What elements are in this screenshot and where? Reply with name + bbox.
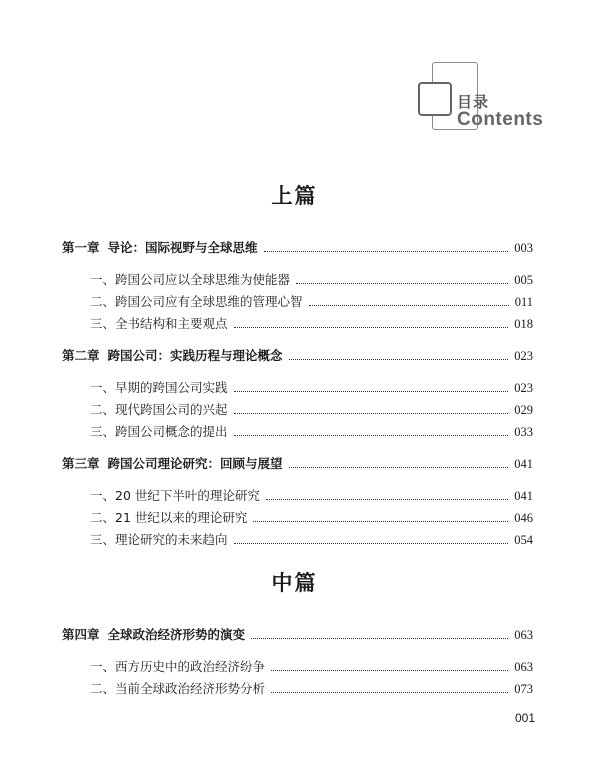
section-title: 二、21 世纪以来的理论研究 [90, 510, 248, 525]
contents-logo [415, 60, 545, 140]
toc-chapter-4[interactable] [62, 625, 533, 643]
toc-section[interactable] [90, 270, 533, 288]
page-number: 023 [514, 349, 533, 363]
chapter-title: 导论：国际视野与全球思维 [107, 240, 258, 255]
page-number: 003 [514, 241, 533, 255]
toc-section[interactable] [90, 530, 533, 548]
toc-section[interactable] [90, 378, 533, 396]
toc-section[interactable] [90, 422, 533, 440]
logo-title-cn: 目录 [457, 93, 490, 111]
chapter-number: 第三章 [62, 456, 100, 471]
toc-chapter-1[interactable] [62, 238, 533, 256]
page-number: 018 [514, 317, 533, 331]
logo-title-en: Contents [457, 109, 544, 130]
leader-dots [309, 305, 509, 306]
leader-dots [289, 467, 509, 468]
leader-dots [289, 359, 509, 360]
toc-section[interactable] [90, 486, 533, 504]
toc-section[interactable] [90, 657, 533, 675]
leader-dots [266, 499, 508, 500]
leader-dots [253, 521, 508, 522]
part-title: 上篇 [271, 183, 318, 208]
toc-chapter-2[interactable] [62, 346, 533, 364]
page-number: 041 [514, 489, 533, 503]
chapter-number: 第四章 [62, 627, 100, 642]
page-number: 033 [514, 425, 533, 439]
page-number: 046 [514, 511, 533, 525]
page-number: 063 [514, 628, 533, 642]
page-number: 005 [514, 273, 533, 287]
leader-dots [271, 692, 508, 693]
chapter-title: 跨国公司：实践历程与理论概念 [107, 348, 283, 363]
section-title: 三、理论研究的未来趋向 [90, 532, 228, 547]
leader-dots [234, 435, 509, 436]
logo-frame-inner [418, 82, 452, 116]
page-folio: 001 [514, 711, 535, 725]
toc-section[interactable] [90, 292, 533, 310]
page-number: 029 [514, 403, 533, 417]
leader-dots [234, 413, 509, 414]
toc-section[interactable] [90, 679, 533, 697]
toc-section[interactable] [90, 508, 533, 526]
toc-section[interactable] [90, 400, 533, 418]
leader-dots [296, 283, 508, 284]
chapter-title: 全球政治经济形势的演变 [107, 627, 246, 642]
page-number: 073 [514, 682, 533, 696]
leader-dots [234, 543, 509, 544]
part-title: 中篇 [271, 570, 318, 595]
section-title: 二、跨国公司应有全球思维的管理心智 [90, 294, 303, 309]
page-number: 041 [514, 457, 533, 471]
toc-section[interactable] [90, 314, 533, 332]
chapter-title: 跨国公司理论研究：回顾与展望 [107, 456, 283, 471]
section-title: 一、20 世纪下半叶的理论研究 [90, 488, 260, 503]
section-title: 一、跨国公司应以全球思维为使能器 [90, 272, 291, 287]
leader-dots [271, 670, 508, 671]
page-number: 063 [514, 660, 533, 674]
section-title: 二、当前全球政治经济形势分析 [90, 681, 266, 696]
section-title: 一、早期的跨国公司实践 [90, 380, 228, 395]
page-number: 011 [514, 295, 533, 309]
leader-dots [234, 391, 509, 392]
section-title: 三、全书结构和主要观点 [90, 316, 228, 331]
section-title: 三、跨国公司概念的提出 [90, 424, 228, 439]
section-title: 二、现代跨国公司的兴起 [90, 402, 228, 417]
section-title: 一、西方历史中的政治经济纷争 [90, 659, 266, 674]
toc-chapter-3[interactable] [62, 454, 533, 472]
chapter-number: 第一章 [62, 240, 100, 255]
leader-dots [264, 251, 509, 252]
page-number: 023 [514, 381, 533, 395]
leader-dots [234, 327, 509, 328]
page-number: 054 [514, 533, 533, 547]
leader-dots [251, 638, 508, 639]
chapter-number: 第二章 [62, 348, 100, 363]
